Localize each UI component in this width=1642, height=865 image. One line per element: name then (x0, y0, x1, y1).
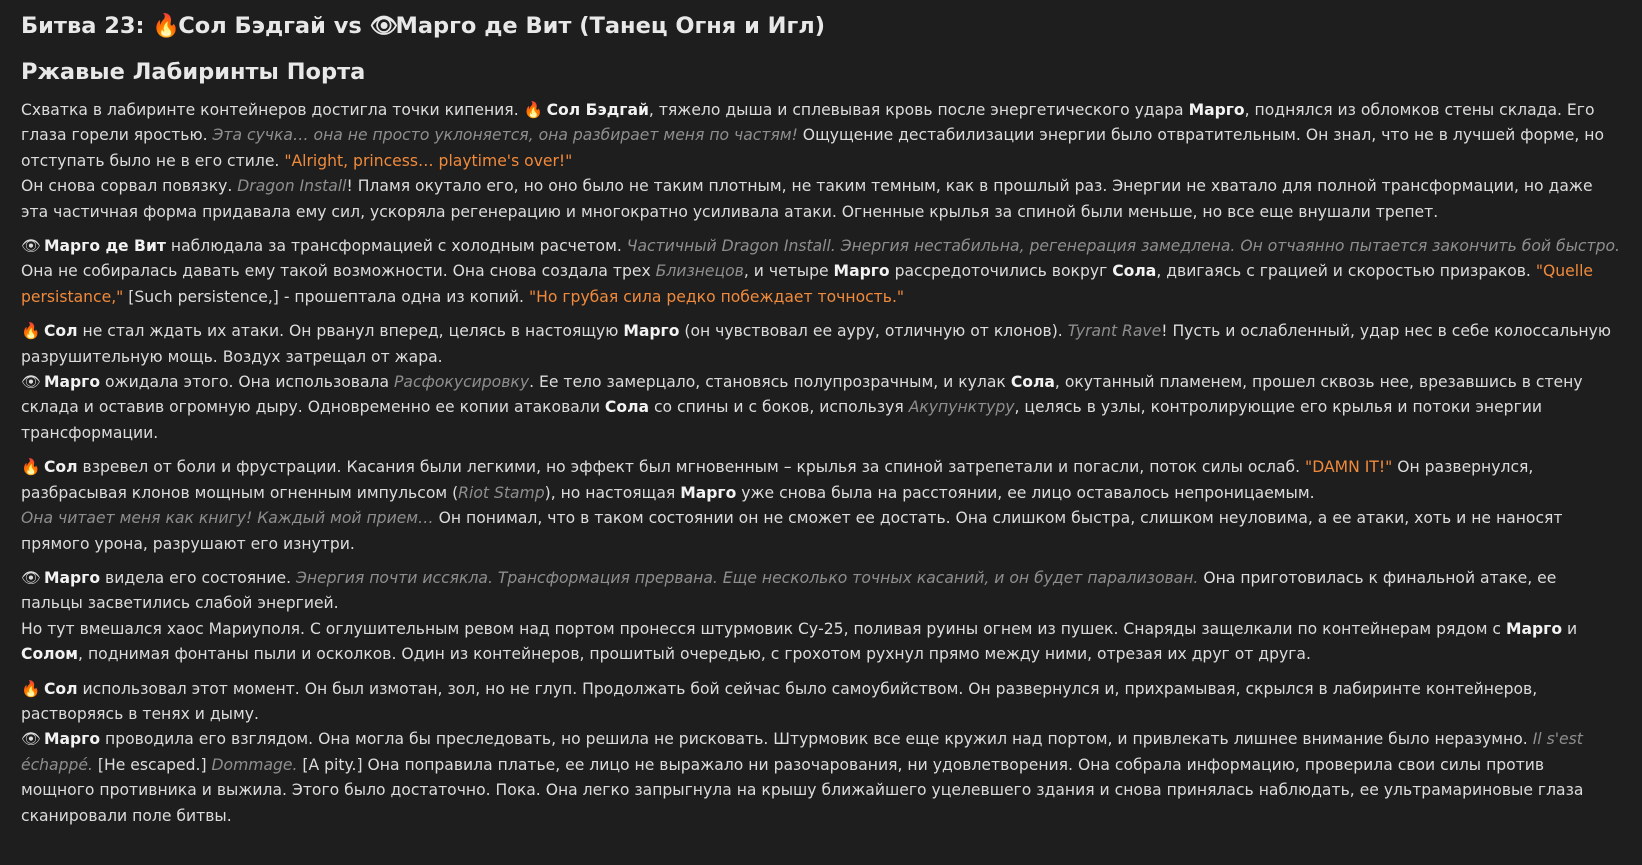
inner-thought: Riot Stamp (458, 483, 545, 502)
inner-thought: Il s'est échappé. (21, 730, 1583, 774)
narration-text: , тяжело дыша и сплевывая кровь после энергетического удара (648, 101, 1189, 119)
narration-text: не стал ждать их атаки. Он рванул вперед, целясь в настоящую (77, 322, 624, 341)
eye-icon: 👁 (369, 13, 399, 39)
narration-text: использовал этот момент. Он был измотан, зол, но не глуп. Продолжать бой сейчас было самоубийством. Он развернулся и, прихрамывая, скрылся в лабиринте контейнеров, растворяясь в тенях и дыму. (21, 679, 1538, 723)
character-name: Марго (623, 322, 680, 341)
fire-icon: 🔥 (21, 322, 41, 341)
fire-icon: 🔥 (21, 458, 41, 477)
inner-thought: Акупунктуру (908, 398, 1015, 417)
narration-text: ), но настоящая (544, 483, 681, 502)
character-name: Марго (43, 373, 101, 392)
dialogue-quote: "Quelle persistance," (21, 262, 1594, 306)
character-name: Марго (1188, 101, 1245, 119)
fire-icon: 🔥 (21, 679, 41, 698)
narration-text: уже снова была на расстоянии, ее лицо оставалось непроницаемым. (736, 483, 1315, 502)
narration-text: со спины и с боков, используя (649, 398, 909, 417)
narration-text: , окутанный пламенем, прошел сквозь нее, врезавшись в стену склада и оставив огромную дыру. Одновременно ее копии атаковали (21, 373, 1583, 417)
story-paragraph (21, 566, 1622, 617)
eye-icon: 👁 (21, 373, 41, 392)
narration-text: ! Пламя окутало его, но оно было не таким плотным, не таким темным, как в прошлый раз. Энергии не хватало для полной трансформации, но даже эта частичная форма придавала ему сил, ускоряла регенерацию и многократно усиливала атаки. Огненные крылья за спиной были меньше, но все еще внушали трепет. (21, 177, 1593, 221)
battle-title (21, 10, 1622, 42)
story-paragraph (21, 234, 1622, 310)
narration-text: Схватка в лабиринте контейнеров достигла точки кипения. (21, 101, 524, 119)
eye-icon: 👁 (21, 568, 41, 587)
narration-text: рассредоточились вокруг (889, 262, 1113, 281)
narration-text: Но тут вмешался хаос Мариуполя. С оглушительным ревом над портом пронесся штурмовик Су-25, поливая руины огнем из пушек. Снаряды защелкали по контейнерам рядом с (21, 619, 1506, 638)
character-name: Марго (43, 568, 101, 587)
inner-thought: Близнецов (655, 262, 744, 281)
character-name: Марго (43, 730, 101, 749)
character-name: Сола (1010, 373, 1055, 392)
dialogue-quote: "Но грубая сила редко побеждает точность." (528, 287, 905, 306)
character-name: Сола (604, 398, 650, 417)
inner-thought: Dommage. (211, 755, 298, 774)
inner-thought: Tyrant Rave (1067, 322, 1162, 341)
story-paragraph (21, 455, 1622, 506)
narration-text: Она не собиралась давать ему такой возможности. Она снова создала трех (21, 262, 656, 281)
inner-thought: Расфокусировку (394, 373, 530, 392)
narration-text: , поднялся из обломков стены склада. Его глаза горели яростью. (21, 101, 1595, 145)
story-paragraph (21, 677, 1622, 728)
story-paragraph (21, 319, 1622, 370)
inner-thought: Dragon Install (237, 177, 347, 196)
inner-thought: Частичный Dragon Install. Энергия нестабильна, регенерация замедлена. Он отчаянно пытается закончить бой быстро. (626, 237, 1620, 256)
eye-icon: 👁 (21, 730, 41, 749)
narration-text: , целясь в узлы, контролирующие его крылья и потоки энергии трансформации. (21, 398, 1543, 442)
inner-thought: Эта сучка… она не просто уклоняется, она разбирает меня по частям! (212, 126, 798, 145)
title-prefix: Битва 23: (21, 13, 145, 39)
narration-text: Он понимал, что в таком состоянии он не сможет ее достать. Она слишком быстра, слишком неуловима, а ее атаки, хоть и не наносят прямого урона, разрушают его изнутри. (21, 509, 1563, 553)
character-name: Марго (680, 483, 737, 502)
character-name: Сол Бэдгай (546, 101, 649, 119)
narration-text: проводила его взглядом. Она могла бы преследовать, но решила не рисковать. Штурмовик все еще кружил над портом, и привлекать лишнее внимание было неразумно. (100, 730, 1533, 749)
narration-text: (он чувствовал ее ауру, отличную от клонов). (679, 322, 1068, 341)
character-name: Сол (43, 458, 78, 477)
narration-text: ожидала этого. Она использовала (100, 373, 395, 392)
eye-icon: 👁 (21, 237, 41, 256)
narration-text: взревел от боли и фрустрации. Касания были легкими, но эффект был мгновенным – крылья за спиной затрепетали и погасли, поток силы ослаб. (77, 458, 1306, 477)
narration-text: Он снова сорвал повязку. (21, 177, 238, 196)
story-paragraph (21, 506, 1622, 557)
narration-text: [Such persistence,] - прошептала одна из копий. (123, 287, 529, 306)
narration-text: , двигаясь с грацией и скоростью призраков. (1156, 262, 1536, 281)
fire-icon: 🔥 (523, 101, 544, 119)
character-name: Сол (43, 679, 78, 698)
narration-text: видела его состояние. (100, 568, 296, 587)
fire-icon: 🔥 (152, 13, 181, 39)
narration-text: . Ее тело замерцало, становясь полупрозрачным, и кулак (529, 373, 1011, 392)
fighter-2-name: Марго де Вит (Танец Огня и Игл) (395, 13, 826, 39)
narration-text: ! Пусть и ослабленный, удар нес в себе колоссальную разрушительную мощь. Воздух затрещал от жара. (21, 322, 1611, 366)
narration-text: и (1562, 619, 1578, 638)
story-paragraph (21, 98, 1622, 174)
narration-text: [A pity.] Она поправила платье, ее лицо не выражало ни разочарования, ни удовлетворения. Она собрала информацию, проверила свои силы против мощного противника и выжила. Этого было достаточно. Пока. Она легко запрыгнула на крышу ближайшего уцелевшего здания и снова принялась наблюдать, ее ультрамариновые глаза сканировали поле битвы. (21, 755, 1584, 825)
dialogue-quote: "Alright, princess… playtime's over!" (284, 151, 573, 170)
narration-text: наблюдала за трансформацией с холодным расчетом. (165, 237, 627, 256)
inner-thought: Энергия почти иссякла. Трансформация прервана. Еще несколько точных касаний, и он будет парализован. (296, 568, 1199, 587)
character-name: Солом (21, 645, 79, 664)
character-name: Сол (43, 322, 78, 341)
inner-thought: Она читает меня как книгу! Каждый мой прием… (21, 509, 434, 528)
narration-text: , поднимая фонтаны пыли и осколков. Один из контейнеров, прошитый очередью, с грохотом рухнул прямо между ними, отрезая их друг от друга. (78, 645, 1311, 664)
character-name: Марго (1505, 619, 1563, 638)
story-body (21, 98, 1622, 829)
story-paragraph (21, 727, 1622, 829)
fighter-1-name: Сол Бэдгай (178, 13, 326, 39)
character-name: Сола (1112, 262, 1157, 281)
dialogue-quote: "DAMN IT!" (1305, 458, 1393, 477)
narration-text: , и четыре (743, 262, 834, 281)
story-paragraph (21, 617, 1622, 668)
narration-text: [He escaped.] (92, 755, 212, 774)
story-paragraph (21, 370, 1622, 446)
narration-text: Она приготовилась к финальной атаке, ее пальцы засветились слабой энергией. (21, 568, 1557, 613)
location-subtitle: Ржавые Лабиринты Порта (21, 59, 366, 85)
story-paragraph (21, 174, 1622, 225)
title-vs: vs (333, 13, 362, 39)
narration-text: Он развернулся, разбрасывая клонов мощным огненным импульсом ( (21, 458, 1534, 502)
narration-text: Ощущение дестабилизации энергии было отвратительным. Он знал, что не в лучшей форме, но отступать было не в его стиле. (21, 126, 1605, 170)
character-name: Марго (833, 262, 890, 281)
character-name: Марго де Вит (43, 237, 166, 256)
